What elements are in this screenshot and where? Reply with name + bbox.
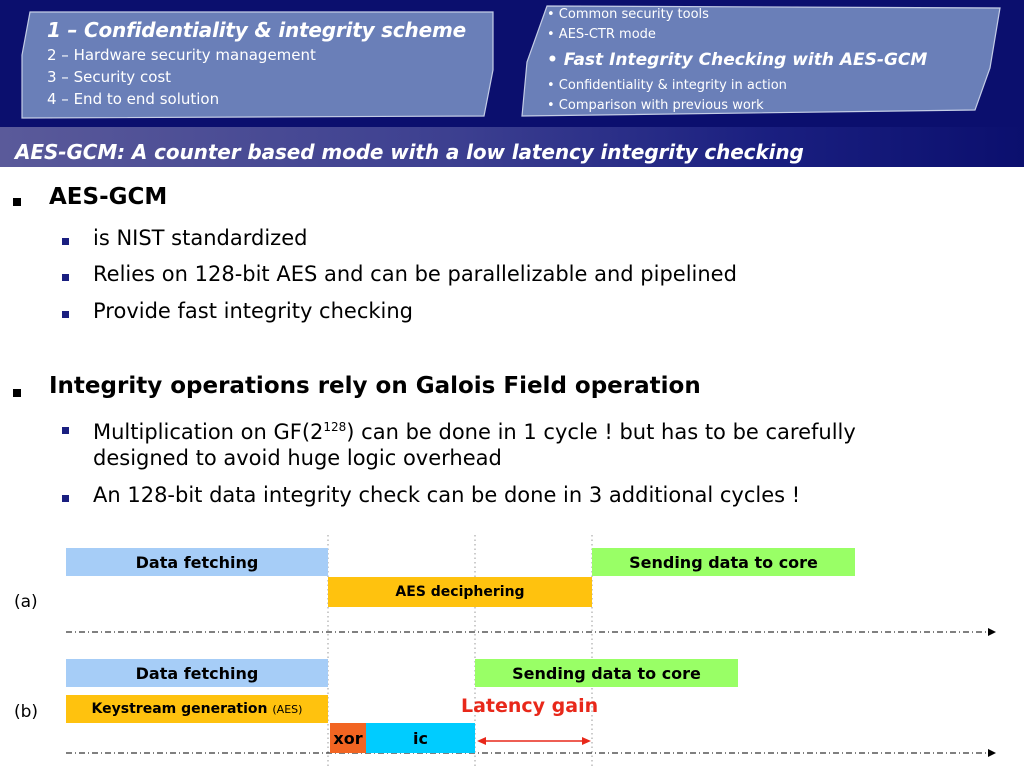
sub-bullet-nist: is NIST standardized: [93, 226, 308, 250]
sub-bullet-icon: [62, 311, 69, 318]
sub-bullet-multiplication-line2: designed to avoid huge logic overhead: [93, 446, 502, 470]
b-sending-data-block: Sending data to core: [475, 659, 738, 687]
bullet-square-icon: [13, 389, 21, 397]
nav-section-cost[interactable]: 3 – Security cost: [47, 68, 172, 86]
diagram-b-label: (b): [14, 702, 39, 722]
slide-title: AES-GCM: A counter based mode with a low latency integrity checking: [15, 140, 804, 164]
subsection-current-label: Fast Integrity Checking with AES-GCM: [563, 50, 928, 70]
b-data-fetching-block: Data fetching: [66, 659, 328, 687]
nav-section-current[interactable]: 1 – Confidentiality & integrity scheme: [47, 18, 466, 42]
a-aes-deciphering-block: AES deciphering: [328, 577, 592, 607]
gf-text-post: ) can be done in 1 cycle ! but has to be carefully: [346, 420, 856, 444]
sub-bullet-parallel: Relies on 128-bit AES and can be parallelizable and pipelined: [93, 262, 737, 286]
ic-block: ic: [366, 723, 475, 753]
nav-section-end-to-end[interactable]: 4 – End to end solution: [47, 90, 220, 108]
subsection-aes-ctr[interactable]: • AES-CTR mode: [547, 27, 656, 42]
bullet-square-icon: [13, 198, 21, 206]
diagram-a-label: (a): [14, 592, 38, 612]
subsection-common-tools[interactable]: • Common security tools: [547, 7, 709, 22]
subsection-bullet: •: [547, 50, 558, 70]
sub-bullet-integrity-cycles: An 128-bit data integrity check can be done in 3 additional cycles !: [93, 483, 801, 507]
subsection-current[interactable]: [547, 50, 927, 70]
sub-bullet-icon: [62, 427, 69, 434]
b-keystream-block: [66, 695, 328, 723]
bullet-galois: Integrity operations rely on Galois Field operation: [49, 373, 701, 399]
keystream-label: Keystream generation: [91, 701, 268, 717]
sub-bullet-icon: [62, 274, 69, 281]
timing-diagram: [0, 535, 1024, 768]
header: [0, 0, 1024, 127]
subsection-in-action[interactable]: • Confidentiality & integrity in action: [547, 78, 787, 93]
latency-gain-label: Latency gain: [461, 695, 599, 717]
a-sending-data-block: Sending data to core: [592, 548, 855, 576]
sub-bullet-icon: [62, 495, 69, 502]
keystream-note: (AES): [272, 702, 303, 716]
nav-section-hardware[interactable]: 2 – Hardware security management: [47, 46, 316, 64]
bullet-aes-gcm: AES-GCM: [49, 184, 168, 210]
sub-bullet-icon: [62, 238, 69, 245]
a-data-fetching-block: Data fetching: [66, 548, 328, 576]
gf-exponent: 128: [323, 420, 347, 434]
sub-bullet-fast: Provide fast integrity checking: [93, 299, 414, 323]
gf-text-pre: Multiplication on GF(2: [93, 420, 324, 444]
xor-block: xor: [330, 723, 366, 753]
subsection-comparison[interactable]: • Comparison with previous work: [547, 98, 764, 113]
